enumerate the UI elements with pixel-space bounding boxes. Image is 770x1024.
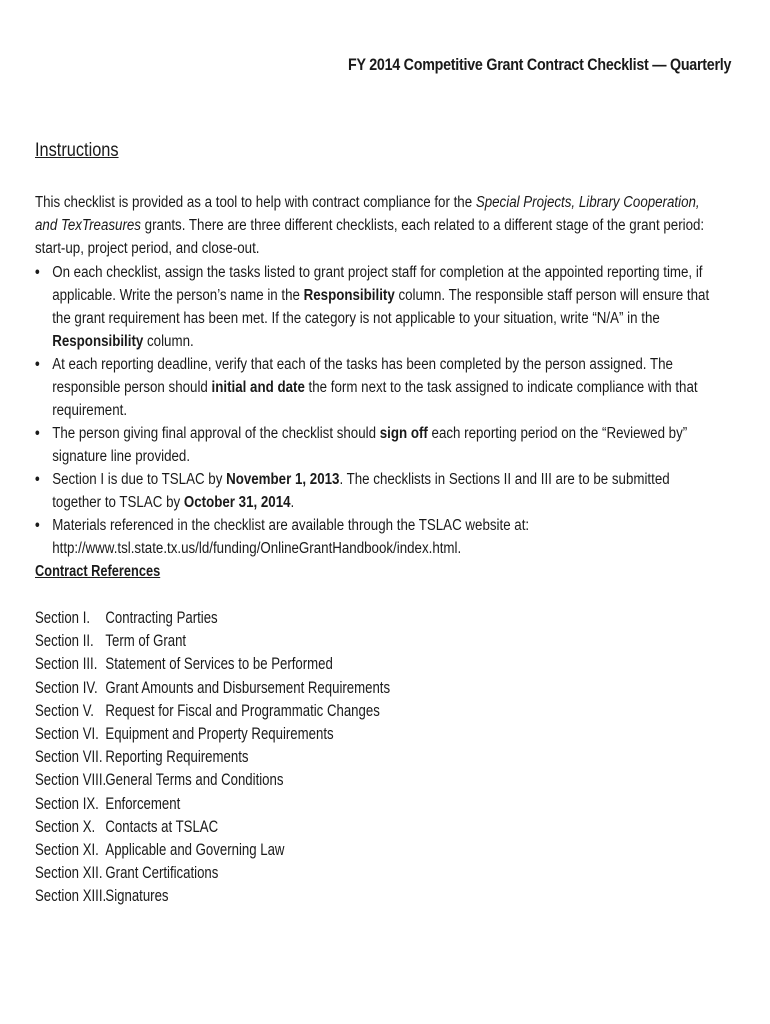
list-item bbox=[35, 261, 714, 353]
document-title: FY 2014 Competitive Grant Contract Checklist — Quarterly bbox=[347, 55, 731, 74]
bullet-bold: sign off bbox=[379, 425, 428, 442]
intro-programs: Special Projects, Library Cooperation, and TexTreasures bbox=[35, 194, 700, 234]
bullet-text: . bbox=[290, 494, 295, 511]
bullet-text: Materials referenced in the checklist are available through the TSLAC website at: http://www.tsl.state.tx.us/ld/funding/OnlineGrantHandbook/index.html. bbox=[52, 517, 530, 557]
section-number: Section II. bbox=[35, 632, 94, 651]
list-item bbox=[35, 769, 390, 792]
section-title: Request for Fiscal and Programmatic Changes bbox=[105, 701, 380, 720]
section-number: Section VII. bbox=[35, 748, 103, 767]
list-item bbox=[35, 700, 390, 723]
section-title: Enforcement bbox=[105, 794, 181, 813]
intro-text-2: grants. There are three different checklists, each related to a different stage of the grant period: start-up, project period, and close-out. bbox=[35, 217, 705, 257]
bullet-icon: • bbox=[35, 356, 40, 373]
section-number: Section IV. bbox=[35, 678, 98, 697]
section-title: Applicable and Governing Law bbox=[105, 841, 285, 860]
list-item bbox=[35, 885, 390, 908]
bullet-text: On each checklist, assign the tasks listed to grant project staff for completion at the appointed reporting time, if applicable. Write the person’s name in the bbox=[52, 264, 703, 304]
bullet-text: column. The responsible staff person will ensure that the grant requirement has been met. If the category is not applicable to your situation, write “N/A” in the bbox=[52, 287, 710, 327]
list-item bbox=[35, 607, 390, 630]
section-title: Contracting Parties bbox=[105, 609, 218, 627]
bullet-icon: • bbox=[35, 425, 40, 442]
list-item bbox=[35, 677, 390, 700]
section-title: General Terms and Conditions bbox=[105, 771, 284, 790]
bullet-bold: November 1, 2013 bbox=[226, 471, 340, 488]
bullet-bold: Responsibility bbox=[303, 287, 395, 304]
section-title: Contacts at TSLAC bbox=[105, 817, 219, 836]
instructions-heading: Instructions bbox=[35, 140, 119, 161]
intro-text-1: This checklist is provided as a tool to help with contract compliance for the bbox=[35, 194, 476, 211]
section-title: Statement of Services to be Performed bbox=[105, 655, 333, 674]
bullet-icon: • bbox=[35, 471, 40, 488]
list-item bbox=[35, 353, 714, 422]
section-number: Section X. bbox=[35, 817, 96, 836]
contract-references-list bbox=[35, 607, 390, 909]
bullet-icon: • bbox=[35, 517, 40, 534]
list-item bbox=[35, 422, 714, 468]
section-number: Section IX. bbox=[35, 794, 99, 813]
bullet-text: . The checklists in Sections II and III are to be submitted together to TSLAC by bbox=[52, 471, 670, 511]
list-item bbox=[35, 630, 390, 653]
bullet-text: At each reporting deadline, verify that each of the tasks has been completed by the person assigned. The responsible person should bbox=[52, 356, 673, 396]
contract-references-heading: Contract References bbox=[35, 563, 161, 580]
section-title: Signatures bbox=[105, 887, 169, 906]
section-title: Reporting Requirements bbox=[105, 748, 249, 767]
section-title: Grant Certifications bbox=[105, 864, 219, 883]
bullet-bold: initial and date bbox=[211, 379, 305, 396]
section-number: Section XI. bbox=[35, 841, 99, 860]
section-number: Section VIII. bbox=[35, 771, 107, 790]
list-item bbox=[35, 816, 390, 839]
bullet-text: Section I is due to TSLAC by bbox=[52, 471, 227, 488]
bullet-text: column. bbox=[143, 333, 194, 350]
list-item bbox=[35, 653, 390, 676]
bullet-text: the form next to the task assigned to indicate compliance with that requirement. bbox=[52, 379, 698, 419]
list-item bbox=[35, 468, 714, 514]
bullet-text: each reporting period on the “Reviewed by” signature line provided. bbox=[52, 425, 688, 465]
section-number: Section VI. bbox=[35, 725, 99, 744]
list-item bbox=[35, 514, 714, 560]
list-item bbox=[35, 746, 390, 769]
section-number: Section III. bbox=[35, 655, 98, 674]
section-title: Equipment and Property Requirements bbox=[105, 725, 334, 744]
list-item bbox=[35, 793, 390, 816]
section-title: Grant Amounts and Disbursement Requirements bbox=[105, 678, 391, 697]
bullet-bold: Responsibility bbox=[52, 333, 144, 350]
intro-paragraph bbox=[35, 191, 723, 260]
bullet-icon: • bbox=[35, 264, 40, 281]
section-number: Section I. bbox=[35, 609, 91, 627]
section-title: Term of Grant bbox=[105, 632, 187, 651]
section-number: Section XIII. bbox=[35, 887, 107, 906]
bullet-text: The person giving final approval of the checklist should bbox=[52, 425, 380, 442]
section-number: Section V. bbox=[35, 701, 94, 720]
instructions-list bbox=[35, 261, 714, 560]
list-item bbox=[35, 723, 390, 746]
list-item bbox=[35, 839, 390, 862]
bullet-bold: October 31, 2014 bbox=[183, 494, 291, 511]
section-number: Section XII. bbox=[35, 864, 103, 883]
list-item bbox=[35, 862, 390, 885]
